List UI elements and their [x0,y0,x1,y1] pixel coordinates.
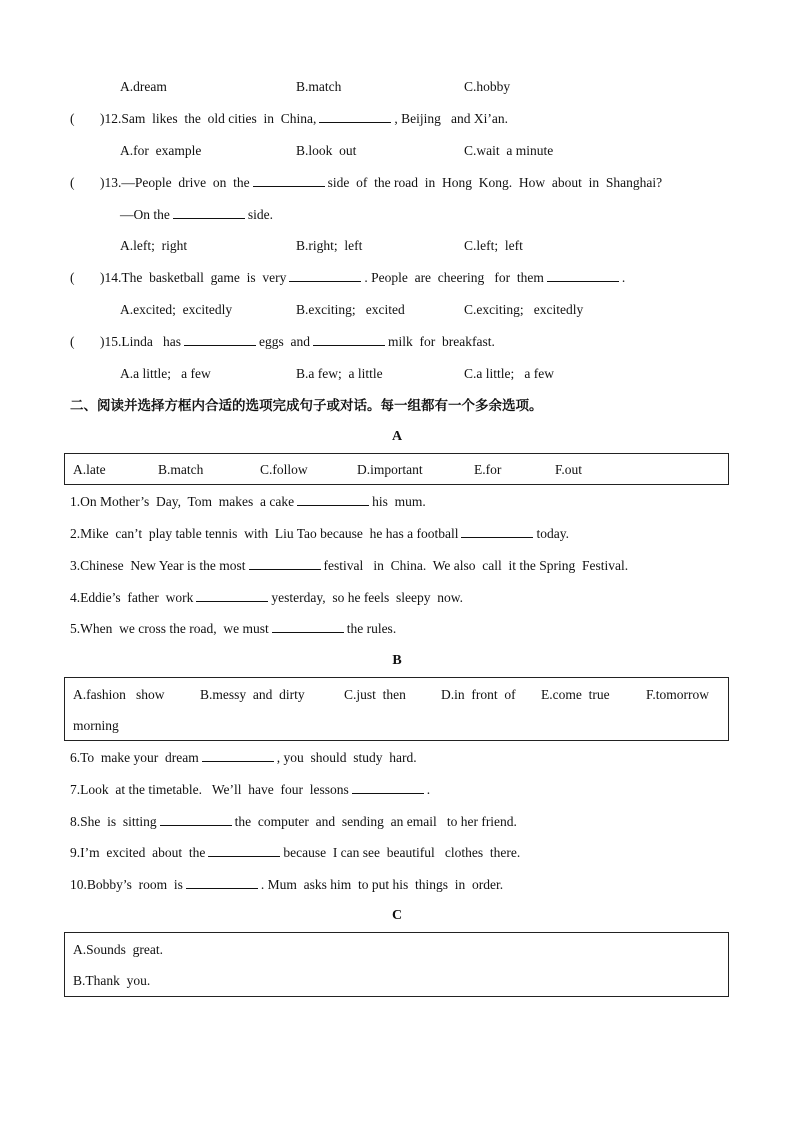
group-a-item-2 [70,525,569,543]
group-a-item-4 [70,589,463,607]
group-a-item-5 [70,620,396,638]
question-text: The basketball game is very [121,270,287,285]
item-text: because I can see beautiful clothes there. [283,845,521,860]
q14-option-a: A.excited; excitedly [120,302,233,317]
question-text: Linda has [121,334,181,349]
group-a-option: D.important [357,462,423,477]
answer-blank[interactable] [196,589,268,602]
q15-option-c: C.a little; a few [464,366,554,381]
q15-option-a: A.a little; a few [120,366,211,381]
item-text: 7.Look at the timetable. We’ll have four lessons [70,782,349,797]
group-b-item-7 [70,781,430,799]
answer-blank[interactable] [202,749,274,762]
answer-blank[interactable] [186,876,258,889]
answer-blank[interactable] [319,110,391,123]
answer-blank[interactable] [547,269,619,282]
question-14 [70,269,625,287]
group-b-option: F.tomorrow [646,687,710,702]
group-b-option-wrap: morning [73,718,119,733]
group-c-label: C [391,908,403,923]
question-text: —People drive on the [121,175,250,190]
group-c-option: A.Sounds great. [73,942,163,957]
group-b-option: C.just then [344,687,406,702]
item-text: 2.Mike can’t play table tennis with Liu Tao because he has a football [70,526,459,541]
item-text: 4.Eddie’s father work [70,590,194,605]
question-13-line2 [120,206,273,224]
question-text: side. [247,207,273,222]
answer-blank[interactable] [173,206,245,219]
answer-blank[interactable] [184,333,256,346]
q11-option-b: B.match [296,79,342,94]
item-text: 10.Bobby’s room is [70,877,183,892]
item-text: 1.On Mother’s Day, Tom makes a cake [70,494,295,509]
item-text: 8.She is sitting [70,814,157,829]
item-text: yesterday, so he feels sleepy now. [271,590,464,605]
item-text: 5.When we cross the road, we must [70,621,269,636]
q12-option-c: C.wait a minute [464,143,554,158]
q13-option-a: A.left; right [120,238,188,253]
q11-option-c: C.hobby [464,79,511,94]
question-text: milk for breakfast. [388,334,495,349]
group-a-option: B.match [158,462,204,477]
item-text: 3.Chinese New Year is the most [70,558,246,573]
question-text: Sam likes the old cities in China, [121,111,317,126]
item-text: . Mum asks him to put his things in order. [260,877,504,892]
q15-option-b: B.a few; a little [296,366,383,381]
group-b-option: D.in front of [441,687,516,702]
section-2-heading: 二、阅读并选择方框内合适的选项完成句子或对话。每一组都有一个多余选项。 [70,398,543,414]
group-a-option: C.follow [260,462,308,477]
answer-blank[interactable] [272,620,344,633]
group-c-option: B.Thank you. [73,973,151,988]
q11-option-a: A.dream [120,79,167,94]
question-text: side of the road in Hong Kong. How about in Shanghai? [327,175,663,190]
group-b-option: B.messy and dirty [200,687,305,702]
question-12 [70,110,508,128]
group-b-option-box [64,677,729,741]
answer-blank[interactable] [461,525,533,538]
answer-paren[interactable]: ( [70,111,75,126]
item-text: his mum. [372,494,426,509]
q13-option-c: C.left; left [464,238,523,253]
group-b-item-6 [70,749,417,767]
q13-option-b: B.right; left [296,238,363,253]
group-b-label: B [392,653,402,668]
item-text: festival in China. We also call it the Spring Festival. [323,558,629,573]
answer-blank[interactable] [313,333,385,346]
q14-option-b: B.exciting; excited [296,302,405,317]
answer-blank[interactable] [208,844,280,857]
group-a-option-box [64,453,729,485]
q12-option-b: B.look out [296,143,357,158]
group-a-option: E.for [474,462,502,477]
group-a-label: A [391,429,403,444]
question-text: , Beijing and Xi’an. [394,111,508,126]
answer-blank[interactable] [297,493,369,506]
question-text: eggs and [259,334,310,349]
answer-blank[interactable] [160,813,232,826]
question-text: —On the [120,207,170,222]
group-c-option-box [64,932,729,997]
item-text: , you should study hard. [276,750,417,765]
answer-blank[interactable] [249,557,321,570]
answer-paren[interactable]: ( [70,334,75,349]
group-a-option: A.late [73,462,106,477]
item-text: the rules. [346,621,397,636]
group-b-option: A.fashion show [73,687,165,702]
group-a-item-3 [70,557,628,575]
group-b-option: E.come true [541,687,610,702]
question-13 [70,174,662,192]
item-text: 9.I’m excited about the [70,845,206,860]
group-b-item-9 [70,844,520,862]
question-text: . People are cheering for them [364,270,544,285]
question-number: )13. [100,175,122,190]
answer-blank[interactable] [352,781,424,794]
group-a-option: F.out [555,462,583,477]
question-text: . [621,270,626,285]
answer-blank[interactable] [253,174,325,187]
q12-option-a: A.for example [120,143,202,158]
group-b-item-8 [70,813,517,831]
group-a-item-1 [70,493,426,511]
answer-blank[interactable] [289,269,361,282]
item-text: the computer and sending an email to her friend. [234,814,517,829]
item-text: today. [536,526,569,541]
question-number: )14. [100,270,122,285]
question-number: )15. [100,334,122,349]
group-b-item-10 [70,876,503,894]
item-text: 6.To make your dream [70,750,199,765]
answer-paren[interactable]: ( [70,270,75,285]
answer-paren[interactable]: ( [70,175,75,190]
question-15 [70,333,495,351]
q14-option-c: C.exciting; excitedly [464,302,584,317]
question-number: )12. [100,111,122,126]
item-text: . [426,782,431,797]
